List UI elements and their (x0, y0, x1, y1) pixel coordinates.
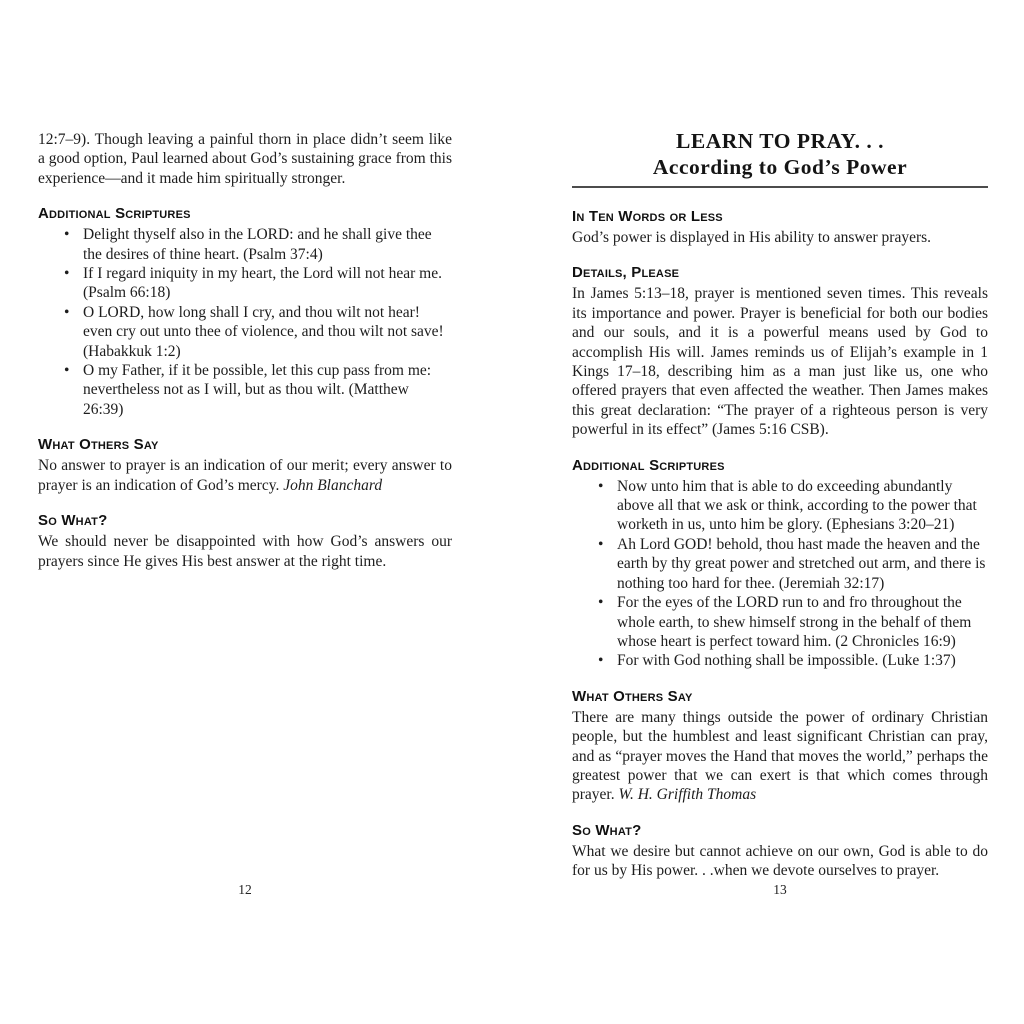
what-others-say-paragraph (572, 708, 988, 805)
quote-attribution: John Blanchard (283, 476, 383, 494)
page-number-left: 12 (238, 882, 252, 897)
scripture-text: O LORD, how long shall I cry, and thou wilt not hear! even cry out unto thee of violence, and thou wilt not save! (Habakkuk 1:2) (83, 303, 444, 360)
heading-what-others-say: What Others Say (38, 436, 159, 454)
list-item (572, 535, 988, 593)
bullet-icon: • (64, 226, 70, 244)
heading-what-others-say: What Others Say (572, 687, 693, 705)
heading-additional-scriptures: Additional Scriptures (572, 456, 725, 474)
scripture-text: O my Father, if it be possible, let this cup pass from me: nevertheless not as I will, but as thou wilt. (Matthew 26:39) (83, 362, 432, 418)
intro-paragraph: 12:7–9). Though leaving a painful thorn in place didn’t seem like a good option, Paul learned about God’s sustaining grace from this experience—and it made him spiritually stronger. (38, 131, 452, 187)
so-what-paragraph: We should never be disappointed with how God’s answers our prayers since He gives His best answer at the right time. (38, 533, 452, 570)
bullet-icon: • (64, 362, 70, 380)
heading-so-what: So What? (38, 512, 108, 530)
scripture-list (572, 477, 988, 671)
chapter-title-line1: LEARN TO PRAY. . . (676, 129, 884, 153)
list-item (572, 593, 988, 651)
scripture-text: If I regard iniquity in my heart, the Lord will not hear me. (Psalm 66:18) (83, 265, 442, 302)
bullet-icon: • (64, 265, 70, 283)
title-divider (572, 186, 988, 188)
scripture-text: For the eyes of the LORD run to and fro throughout the whole earth, to shew himself strong in the behalf of them whose heart is perfect toward him. (2 Chronicles 16:9) (617, 594, 972, 650)
scripture-text: Now unto him that is able to do exceeding abundantly above all that we ask or think, according to the power that worketh in us, unto him be glory. (Ephesians 3:20–21) (617, 477, 977, 534)
scripture-text: Delight thyself also in the LORD: and he shall give thee the desires of thine heart. (Psalm 37:4) (83, 226, 432, 263)
scripture-list (38, 225, 452, 419)
heading-so-what: So What? (572, 821, 642, 839)
heading-additional-scriptures: Additional Scriptures (38, 205, 191, 223)
list-item (572, 477, 988, 535)
details-please-paragraph: In James 5:13–18, prayer is mentioned seven times. This reveals its importance and power. Prayer is beneficial for both our bodies and our souls, and it is a powerful means used by God to accomplish His will. James reminds us of Elijah’s example in 1 Kings 17–18, describing him as a man just like us, one who offered prayers that even affected the weather. Then James makes this great declaration: “The prayer of a righteous person is very powerful in its effect” (James 5:16 CSB). (572, 285, 988, 439)
list-item (38, 225, 452, 264)
heading-details-please: Details, Please (572, 264, 680, 282)
scripture-text: Ah Lord GOD! behold, thou hast made the heaven and the earth by thy great power and stretched out arm, and there is nothing too hard for thee. (Jeremiah 32:17) (617, 535, 986, 592)
so-what-paragraph: What we desire but cannot achieve on our own, God is able to do for us by His power. . .when we devote ourselves to prayer. (572, 842, 988, 880)
list-item (572, 651, 988, 670)
quote-text: No answer to prayer is an indication of our merit; every answer to prayer is an indication of God’s mercy. (38, 457, 452, 494)
heading-in-ten-words: In Ten Words or Less (572, 208, 723, 225)
bullet-icon: • (598, 594, 604, 612)
chapter-title-line2: According to God’s Power (652, 155, 908, 179)
quote-text: There are many things outside the power of ordinary Christian people, but the humblest and least significant Christian can pray, and as “prayer moves the Hand that moves the world,” perhaps the greatest power that we can exert is that which comes through prayer. (572, 708, 988, 804)
list-item (38, 303, 452, 361)
in-ten-words-paragraph: God’s power is displayed in His ability to answer prayers. (572, 229, 932, 246)
quote-attribution: W. H. Griffith Thomas (618, 786, 757, 804)
scripture-text: For with God nothing shall be impossible. (Luke 1:37) (617, 652, 956, 670)
bullet-icon: • (64, 303, 70, 321)
list-item (38, 361, 452, 419)
list-item (38, 264, 452, 303)
bullet-icon: • (598, 652, 604, 670)
page-right (572, 128, 988, 881)
bullet-icon: • (598, 477, 604, 495)
page-number-right: 13 (773, 882, 787, 897)
bullet-icon: • (598, 535, 604, 553)
what-others-say-paragraph (38, 456, 452, 495)
chapter-title-block (572, 128, 988, 188)
page-left (38, 130, 452, 571)
